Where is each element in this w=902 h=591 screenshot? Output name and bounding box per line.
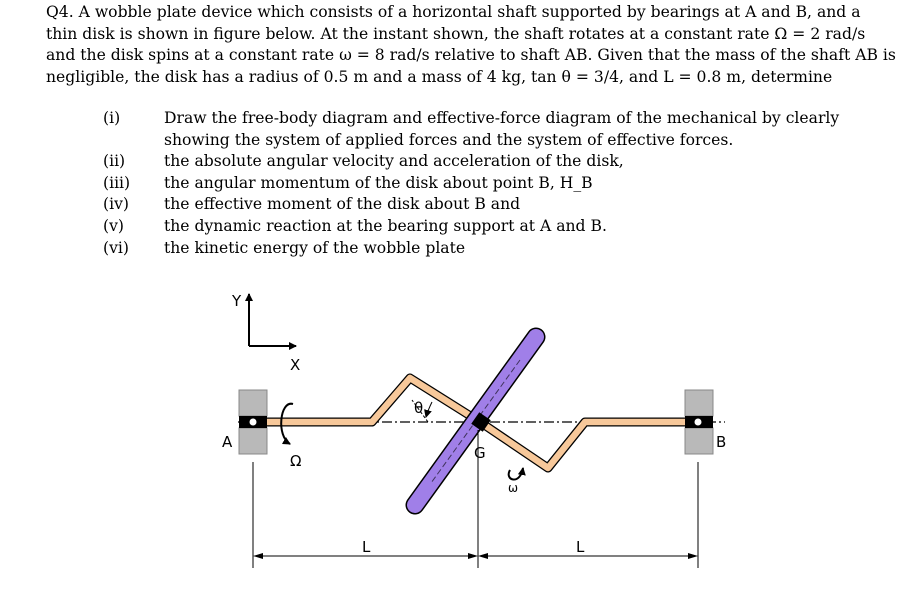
axis-y-label: Y <box>232 292 242 310</box>
dimension-left <box>253 538 478 559</box>
theta-label: θ <box>414 399 424 417</box>
bearing-a <box>222 390 267 454</box>
axis-x-label: X <box>290 356 301 374</box>
omega-big-arrow <box>281 404 301 470</box>
omega-spin-label: ω <box>508 481 519 495</box>
item-text: the dynamic reaction at the bearing support at A and B. <box>164 216 607 235</box>
dimension-right <box>478 538 698 559</box>
label-g: G <box>474 444 486 462</box>
omega-big-label: Ω <box>290 452 302 470</box>
question-intro-text: Q4. A wobble plate device which consists of a horizontal shaft supported by bearings at A and B, and a thin disk is shown in figure below. At the instant shown, the shaft rotates at a constant rate Ω = 2 rad/s and the disk spins at a constant rate ω = 8 rad/s relative to shaft AB. Given that the mass of the shaft AB is negligible, the disk has a radius of 0.5 m and a mass of 4 kg, tan θ = 3/4, and L = 0.8 m, determine <box>46 3 896 86</box>
item-number: (ii) <box>103 152 126 171</box>
item-number: (iv) <box>103 195 129 214</box>
item-text: the kinetic energy of the wobble plate <box>164 238 466 257</box>
dim-right-label: L <box>576 538 585 556</box>
item-text: Draw the free-body diagram and effective-force diagram of the mechanical by clearly showing the system of applied forces and the system of effective forces. <box>164 109 840 149</box>
item-number: (iii) <box>103 173 131 192</box>
item-text: the effective moment of the disk about B and <box>164 195 521 214</box>
omega-spin-arrow <box>508 468 523 495</box>
item-number: (vi) <box>103 238 129 257</box>
label-a: A <box>222 433 233 451</box>
label-b: B <box>716 433 727 451</box>
theta-angle <box>412 399 432 422</box>
item-text: the angular momentum of the disk about point B, H_B <box>164 173 593 192</box>
dim-left-label: L <box>362 538 371 556</box>
item-number: (v) <box>103 216 124 235</box>
wobble-disk <box>415 337 536 505</box>
item-number: (i) <box>103 109 121 127</box>
item-text: the absolute angular velocity and acceleration of the disk, <box>164 152 624 171</box>
coordinate-axes <box>231 292 300 374</box>
